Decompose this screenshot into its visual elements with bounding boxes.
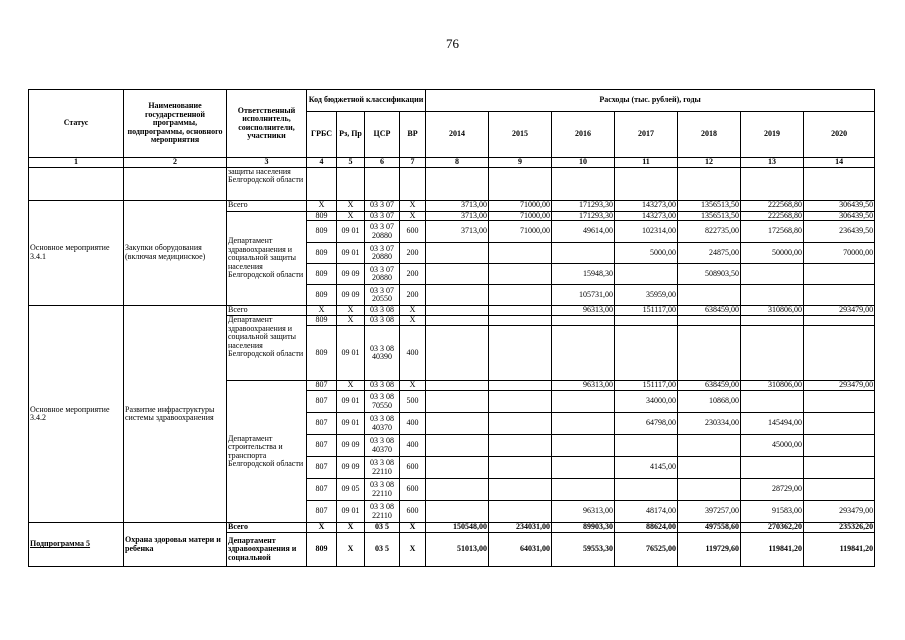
status-cell [29,167,124,200]
amount-cell [489,479,552,501]
grbs-cell: 807 [307,381,337,391]
rzpr-cell: 09 01 [337,391,365,413]
amount-cell [678,326,741,381]
header-year: 2016 [552,112,615,158]
amount-cell [741,391,804,413]
rzpr-cell: 09 01 [337,413,365,435]
rzpr-cell: X [337,523,365,533]
amount-cell: 310806,00 [741,381,804,391]
csr-cell: 03 5 [365,533,400,567]
amount-cell [552,435,615,457]
amount-cell [552,457,615,479]
rzpr-cell: 09 09 [337,435,365,457]
vr-cell: 600 [400,501,426,523]
amount-cell: 51013,00 [426,533,489,567]
amount-cell [426,381,489,391]
amount-cell: 150548,00 [426,523,489,533]
amount-cell [678,285,741,306]
csr-cell: 03 3 07 20550 [365,285,400,306]
name-cell [124,167,227,200]
amount-cell: 28729,00 [741,479,804,501]
amount-cell: 89903,30 [552,523,615,533]
csr-cell: 03 3 08 [365,316,400,326]
header-budget-code: Код бюджетной классификации [307,90,426,112]
amount-cell [426,413,489,435]
amount-cell: 235326,20 [804,523,875,533]
header-year: 2015 [489,112,552,158]
amount-cell: 35959,00 [615,285,678,306]
col-number: 6 [365,158,400,168]
grbs-cell: 807 [307,479,337,501]
grbs-cell: 809 [307,533,337,567]
empty-cell [804,167,875,200]
amount-cell: 306439,50 [804,211,875,221]
amount-cell [489,306,552,316]
amount-cell: 293479,00 [804,306,875,316]
rzpr-cell: X [337,381,365,391]
amount-cell [489,264,552,285]
amount-cell: 48174,00 [615,501,678,523]
rzpr-cell: 09 09 [337,457,365,479]
amount-cell [426,285,489,306]
vr-cell: X [400,533,426,567]
amount-cell: 105731,00 [552,285,615,306]
amount-cell: 397257,00 [678,501,741,523]
amount-cell [489,285,552,306]
csr-cell: 03 3 08 22110 [365,479,400,501]
vr-cell: 400 [400,435,426,457]
amount-cell [426,243,489,264]
csr-cell: 03 3 08 [365,306,400,316]
csr-cell: 03 3 07 20880 [365,243,400,264]
amount-cell [489,391,552,413]
amount-cell [615,435,678,457]
header-vr: ВР [400,112,426,158]
amount-cell: 119841,20 [804,533,875,567]
amount-cell: 119729,60 [678,533,741,567]
vr-cell: X [400,200,426,211]
empty-cell [552,167,615,200]
rzpr-cell: X [337,211,365,221]
amount-cell: 270362,20 [741,523,804,533]
grbs-cell: 807 [307,391,337,413]
csr-cell: 03 3 07 [365,200,400,211]
col-number: 5 [337,158,365,168]
status-cell: Основное мероприятие 3.4.2 [29,306,124,523]
continuation-row [29,167,875,200]
amount-cell: 172568,80 [741,221,804,243]
amount-cell [489,435,552,457]
col-number: 2 [124,158,227,168]
vr-cell: X [400,381,426,391]
grbs-cell: X [307,200,337,211]
header-year: 2017 [615,112,678,158]
amount-cell [804,457,875,479]
rzpr-cell: X [337,533,365,567]
amount-cell [678,435,741,457]
vr-cell: 600 [400,457,426,479]
rzpr-cell: X [337,306,365,316]
col-number: 13 [741,158,804,168]
status-cell: Основное мероприятие 3.4.1 [29,200,124,306]
amount-cell [804,391,875,413]
csr-cell: 03 3 08 40370 [365,435,400,457]
amount-cell [552,326,615,381]
amount-cell [552,391,615,413]
rzpr-cell: X [337,200,365,211]
grbs-cell: 807 [307,413,337,435]
col-number: 9 [489,158,552,168]
rzpr-cell: 09 09 [337,264,365,285]
amount-cell [678,457,741,479]
empty-cell [400,167,426,200]
amount-cell: 638459,00 [678,381,741,391]
amount-cell [678,479,741,501]
amount-cell: 88624,00 [615,523,678,533]
amount-cell [489,316,552,326]
column-numbers-row [29,158,875,168]
empty-cell [489,167,552,200]
amount-cell [426,264,489,285]
amount-cell [426,316,489,326]
vr-cell: 600 [400,221,426,243]
amount-cell: 64031,00 [489,533,552,567]
amount-cell: 171293,30 [552,211,615,221]
amount-cell: 34000,00 [615,391,678,413]
csr-cell: 03 3 08 40390 [365,326,400,381]
executor-cell: Департамент здравоохранения и социальной [227,533,307,567]
amount-cell [426,435,489,457]
amount-cell: 70000,00 [804,243,875,264]
empty-cell [365,167,400,200]
vr-cell: X [400,523,426,533]
amount-cell: 310806,00 [741,306,804,316]
empty-cell [337,167,365,200]
amount-cell: 293479,00 [804,381,875,391]
amount-cell [552,413,615,435]
budget-table [28,89,875,567]
grbs-cell: 807 [307,457,337,479]
amount-cell [489,501,552,523]
vr-cell: X [400,306,426,316]
amount-cell [615,264,678,285]
rzpr-cell: 09 01 [337,243,365,264]
header-name: Наименование государственной программы, подпрограммы, основного мероприятия [124,90,227,158]
empty-cell [426,167,489,200]
amount-cell [489,457,552,479]
amount-cell: 143273,00 [615,200,678,211]
csr-cell: 03 3 07 20880 [365,264,400,285]
amount-cell: 822735,00 [678,221,741,243]
rzpr-cell: 09 09 [337,285,365,306]
amount-cell [741,457,804,479]
col-number: 1 [29,158,124,168]
vr-cell: 200 [400,264,426,285]
amount-cell: 222568,80 [741,211,804,221]
empty-cell [678,167,741,200]
amount-cell [426,501,489,523]
amount-cell: 102314,00 [615,221,678,243]
amount-cell: 151117,00 [615,381,678,391]
executor-cell: Всего [227,523,307,533]
amount-cell: 234031,00 [489,523,552,533]
amount-cell: 96313,00 [552,381,615,391]
amount-cell [804,264,875,285]
executor-cell: Департамент здравоохранения и социальной защиты населения Белгородской области [227,211,307,306]
amount-cell [489,326,552,381]
amount-cell: 230334,00 [678,413,741,435]
col-number: 11 [615,158,678,168]
amount-cell: 171293,30 [552,200,615,211]
amount-cell [804,435,875,457]
amount-cell [741,264,804,285]
vr-cell: X [400,316,426,326]
rzpr-cell: 09 05 [337,479,365,501]
grbs-cell: 809 [307,243,337,264]
amount-cell: 71000,00 [489,221,552,243]
amount-cell [489,381,552,391]
name-cell: Закупки оборудования (включая медицинское) [124,200,227,306]
grbs-cell: 809 [307,316,337,326]
amount-cell: 49614,00 [552,221,615,243]
amount-cell: 71000,00 [489,211,552,221]
amount-cell [741,285,804,306]
executor-cell: Департамент строительства и транспорта Белгородской области [227,381,307,523]
amount-cell [615,326,678,381]
col-number: 12 [678,158,741,168]
amount-cell: 3713,00 [426,211,489,221]
grbs-cell: X [307,306,337,316]
grbs-cell: 809 [307,326,337,381]
amount-cell [426,479,489,501]
header-executor: Ответственный исполнитель, соисполнители, участники [227,90,307,158]
header-year: 2019 [741,112,804,158]
csr-cell: 03 3 08 [365,381,400,391]
vr-cell: 400 [400,413,426,435]
amount-cell: 145494,00 [741,413,804,435]
amount-cell [552,243,615,264]
amount-cell: 293479,00 [804,501,875,523]
csr-cell: 03 3 08 40370 [365,413,400,435]
amount-cell: 151117,00 [615,306,678,316]
header-grbs: ГРБС [307,112,337,158]
amount-cell: 5000,00 [615,243,678,264]
empty-cell [307,167,337,200]
amount-cell [426,306,489,316]
amount-cell: 24875,00 [678,243,741,264]
rzpr-cell: 09 01 [337,501,365,523]
table-row [29,523,875,533]
amount-cell: 222568,80 [741,200,804,211]
amount-cell [426,391,489,413]
vr-cell: X [400,211,426,221]
amount-cell [615,316,678,326]
amount-cell [804,326,875,381]
amount-cell: 508903,50 [678,264,741,285]
grbs-cell: 809 [307,211,337,221]
amount-cell: 96313,00 [552,501,615,523]
amount-cell: 45000,00 [741,435,804,457]
vr-cell: 200 [400,285,426,306]
amount-cell: 96313,00 [552,306,615,316]
amount-cell [489,413,552,435]
amount-cell [426,326,489,381]
amount-cell [489,243,552,264]
amount-cell: 71000,00 [489,200,552,211]
grbs-cell: 809 [307,285,337,306]
grbs-cell: 807 [307,501,337,523]
col-number: 3 [227,158,307,168]
amount-cell: 1356513,50 [678,200,741,211]
csr-cell: 03 3 08 22110 [365,457,400,479]
amount-cell: 50000,00 [741,243,804,264]
vr-cell: 500 [400,391,426,413]
amount-cell [804,285,875,306]
csr-cell: 03 5 [365,523,400,533]
amount-cell: 64798,00 [615,413,678,435]
amount-cell: 638459,00 [678,306,741,316]
vr-cell: 400 [400,326,426,381]
rzpr-cell: 09 01 [337,326,365,381]
amount-cell: 10868,00 [678,391,741,413]
grbs-cell: 809 [307,221,337,243]
col-number: 4 [307,158,337,168]
header-year: 2014 [426,112,489,158]
col-number: 10 [552,158,615,168]
amount-cell: 15948,30 [552,264,615,285]
executor-cell: защиты населения Белгородской области [227,167,307,200]
name-cell: Охрана здоровья матери и ребенка [124,523,227,567]
empty-cell [615,167,678,200]
amount-cell [804,479,875,501]
amount-cell [804,316,875,326]
page-number: 76 [446,36,459,51]
header-expenses: Расходы (тыс. рублей), годы [426,90,875,112]
amount-cell: 119841,20 [741,533,804,567]
grbs-cell: 809 [307,264,337,285]
amount-cell: 143273,00 [615,211,678,221]
csr-cell: 03 3 07 20880 [365,221,400,243]
amount-cell: 3713,00 [426,221,489,243]
rzpr-cell: X [337,316,365,326]
amount-cell [552,479,615,501]
rzpr-cell: 09 01 [337,221,365,243]
amount-cell: 497558,60 [678,523,741,533]
table-row [29,200,875,211]
col-number: 14 [804,158,875,168]
status-cell: Подпрограмма 5 [29,523,124,567]
amount-cell: 76525,00 [615,533,678,567]
header-status: Статус [29,90,124,158]
header-year: 2020 [804,112,875,158]
amount-cell [741,326,804,381]
header-csr: ЦСР [365,112,400,158]
amount-cell [804,413,875,435]
amount-cell [615,479,678,501]
csr-cell: 03 3 08 22110 [365,501,400,523]
csr-cell: 03 3 07 [365,211,400,221]
amount-cell [552,316,615,326]
col-number: 7 [400,158,426,168]
name-cell: Развитие инфраструктуры системы здравоохранения [124,306,227,523]
grbs-cell: 807 [307,435,337,457]
amount-cell: 59553,30 [552,533,615,567]
vr-cell: 600 [400,479,426,501]
table-body [29,167,875,567]
executor-cell: Всего [227,200,307,211]
amount-cell: 4145,00 [615,457,678,479]
vr-cell: 200 [400,243,426,264]
amount-cell [741,316,804,326]
executor-cell: Всего [227,306,307,316]
amount-cell: 1356513,50 [678,211,741,221]
amount-cell: 3713,00 [426,200,489,211]
amount-cell: 91583,00 [741,501,804,523]
header-year: 2018 [678,112,741,158]
amount-cell: 306439,50 [804,200,875,211]
executor-cell: Департамент здравоохранения и социальной защиты населения Белгородской области [227,316,307,381]
amount-cell [426,457,489,479]
empty-cell [741,167,804,200]
table-row [29,306,875,316]
amount-cell: 236439,50 [804,221,875,243]
grbs-cell: X [307,523,337,533]
amount-cell [678,316,741,326]
csr-cell: 03 3 08 70550 [365,391,400,413]
col-number: 8 [426,158,489,168]
header-rzpr: Рз, Пр [337,112,365,158]
